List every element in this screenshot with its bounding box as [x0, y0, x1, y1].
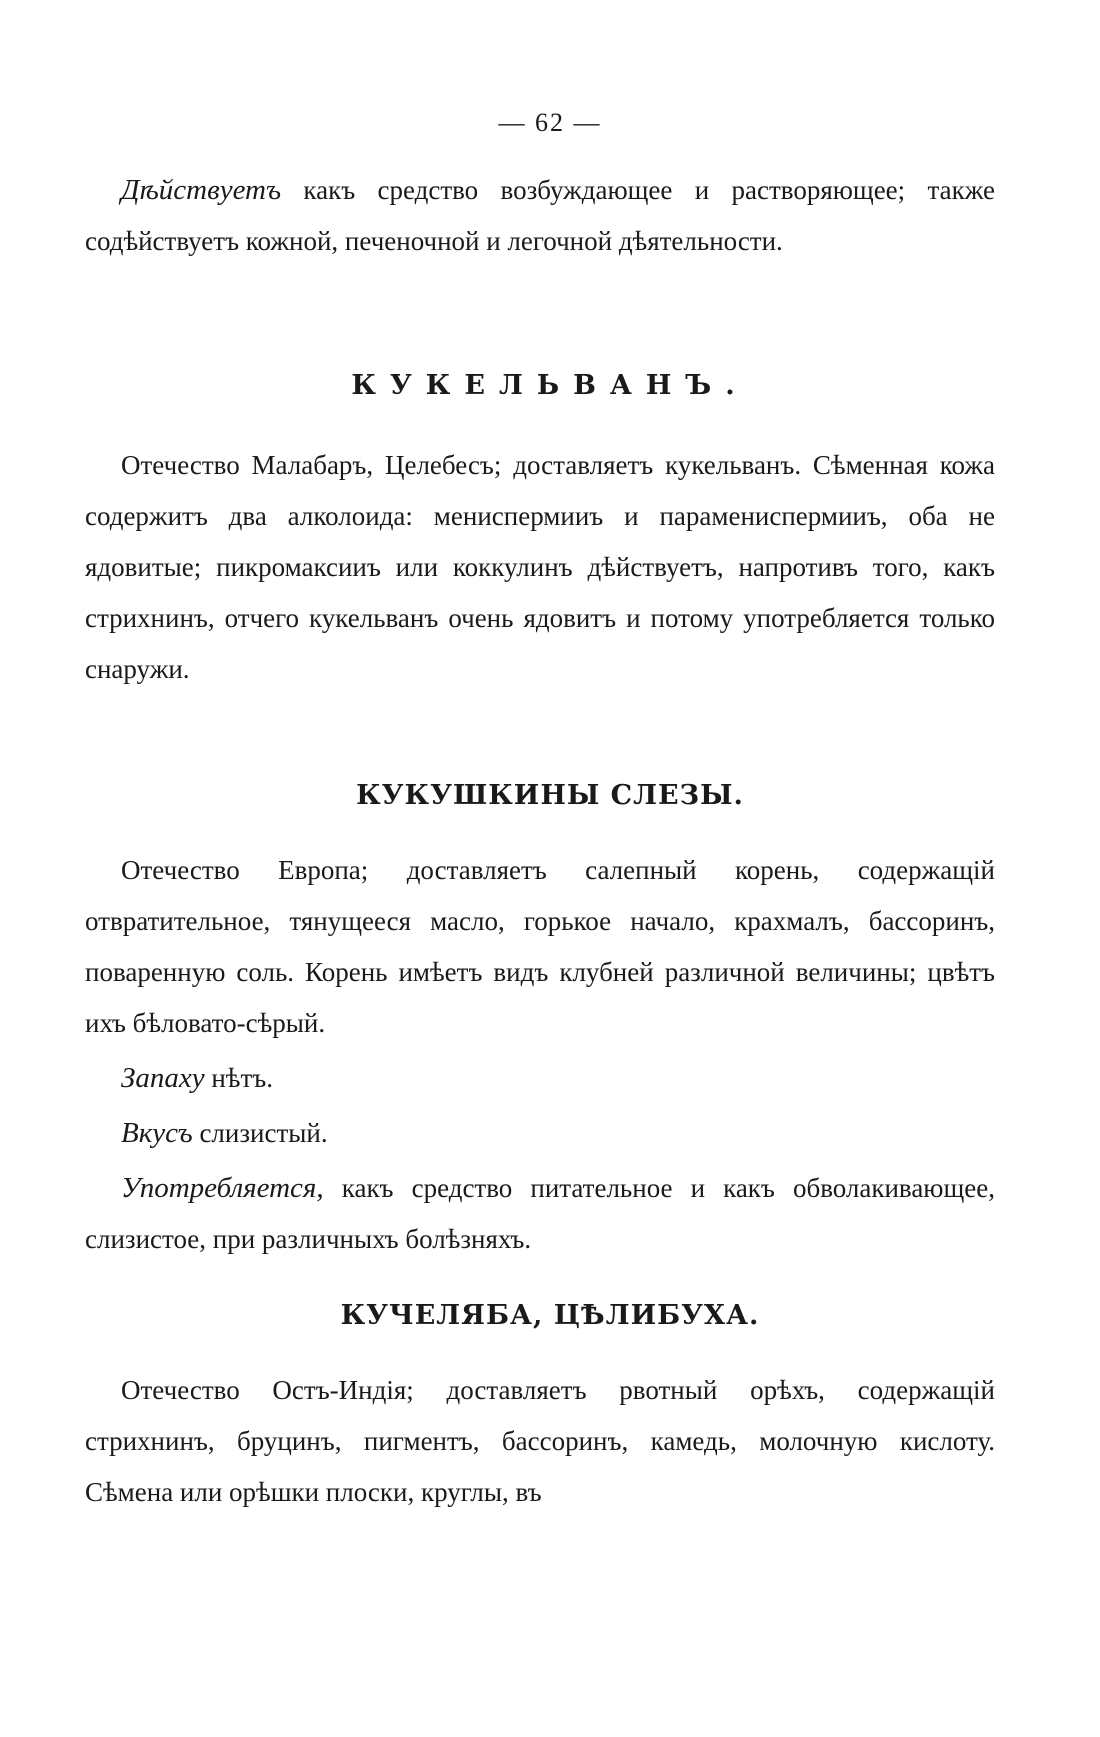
section-title-kukushkiny-slezy: КУКУШКИНЫ СЛЕЗЫ. [356, 780, 744, 811]
taste-lead-word: Вкусъ [121, 1117, 193, 1149]
section-paragraph: Отечество Остъ-Индія; доставляетъ рвотный орѣхъ, содержащій стрихнинъ, бруцинъ, пигментъ, бассоринъ, камедь, молочную кислоту. Сѣмена или орѣшки плоски, круглы, въ [85, 1375, 995, 1507]
section-body-kukushkiny-slezy [85, 845, 995, 1265]
section-paragraph: Отечество Европа; доставляетъ салепный корень, содержащій отвратительное, тянущееся масло, горькое начало, крахмалъ, бассоринъ, поваренную соль. Корень имѣетъ видъ клубней различной величины; цвѣтъ ихъ бѣловато-сѣрый. [85, 855, 995, 1038]
section-body-kukelvan [85, 440, 995, 695]
smell-line: Запаху нѣтъ. [121, 1062, 273, 1094]
section-body-kuchelyaba [85, 1365, 995, 1518]
usage-paragraph: Употребляется, какъ средство питательное и какъ обволакивающее, слизистое, при различныхъ болѣзняхъ. [85, 1172, 995, 1254]
intro-text: какъ средство возбуждающее и растворяющее; также содѣйствуетъ кожной, печеночной и легочной дѣятельности. [85, 175, 995, 256]
section-title-kuchelyaba: КУЧЕЛЯБА, ЦѢЛИБУХА. [340, 1300, 760, 1331]
taste-line: Вкусъ слизистый. [121, 1117, 328, 1149]
intro-paragraph [85, 165, 995, 267]
usage-lead-word: Употребляется, [121, 1172, 324, 1204]
smell-lead-word: Запаху [121, 1062, 205, 1094]
section-paragraph: Отечество Малабаръ, Целебесъ; доставляетъ кукельванъ. Сѣменная кожа содержитъ два алколоида: мениспермииъ и парамениспермииъ, оба не ядовитые; пикромаксииъ или коккулинъ дѣйствуетъ, напротивъ того, какъ стрихнинъ, отчего кукельванъ очень ядовитъ и потому употребляется только снаружи. [85, 450, 995, 684]
intro-lead-word: Дѣйствуетъ [121, 174, 282, 206]
page-number: — 62 — [498, 108, 602, 137]
section-title-kukelvan: КУКЕЛЬВАНЪ. [351, 370, 749, 401]
